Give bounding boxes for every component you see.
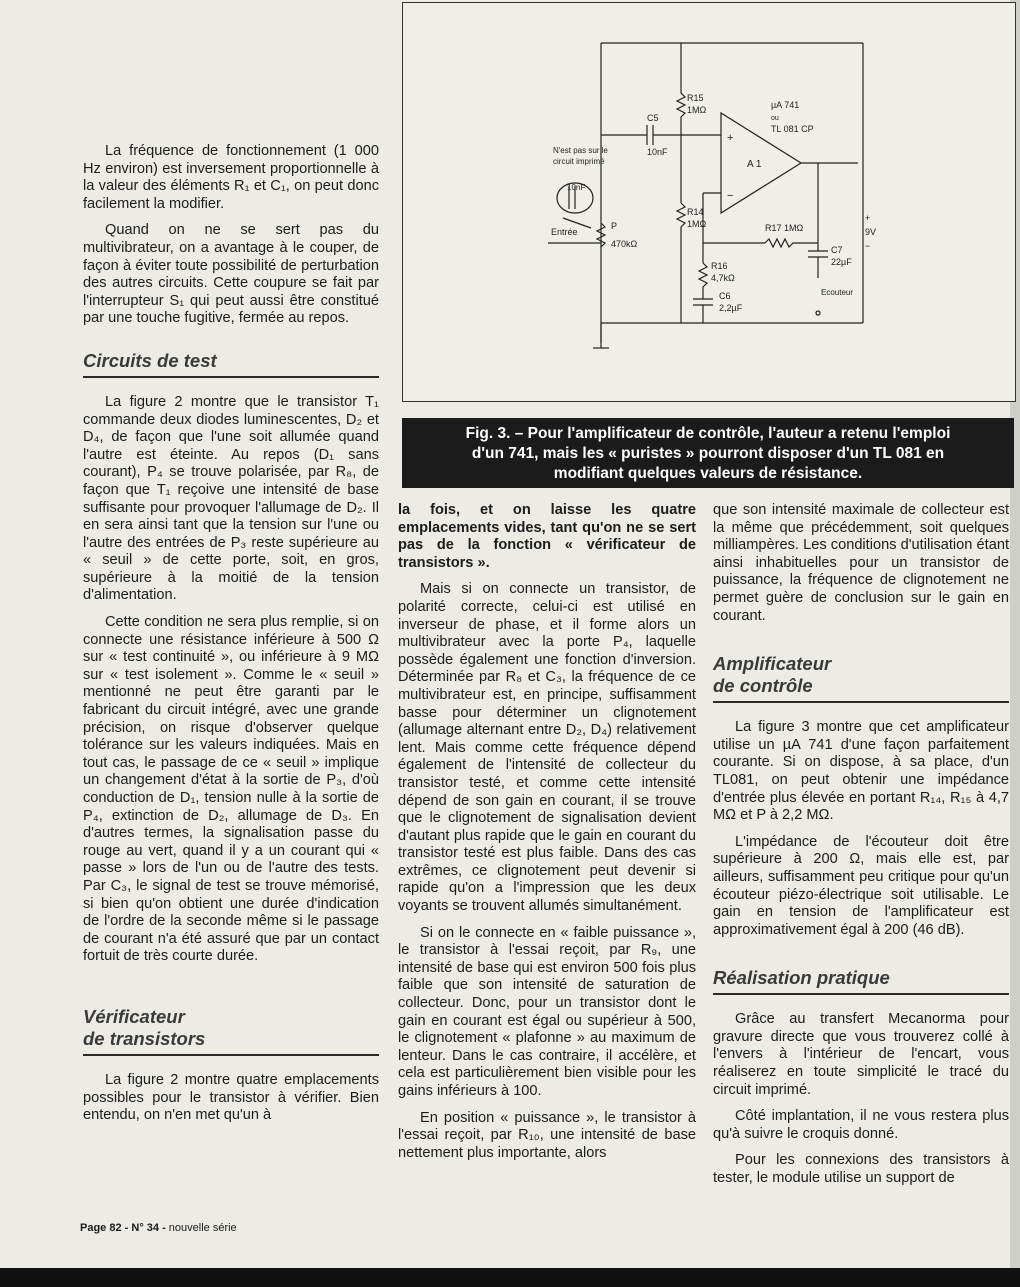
label-r15: R15	[687, 93, 704, 103]
label-plus: +	[727, 132, 734, 144]
circuit-schematic	[403, 3, 1015, 401]
label-note2: circuit imprimé	[553, 157, 605, 166]
footer-series: nouvelle série	[168, 1222, 237, 1234]
footer-issue: N° 34	[131, 1222, 160, 1234]
label-p-value: 470kΩ	[611, 239, 638, 249]
paragraph: La figure 2 montre que le transistor T₁ commande deux diodes luminescentes, D₂ et D₄, de façon que l'une soit allumée quand l'autre est éteinte. Au repos (D₁ sans courant), P₄ se trouve polarisée, par R₈, de façon que T₁ reçoive une intensité de base suffisante pour provoquer l'allumage de D₂. Il en sera ainsi tant que la tension sur l'une ou l'autre des entrées de P₃ reste supérieure au « seuil » de cette porte, soit, en gros, supérieure à la moitié de la tension d'alimentation.	[83, 393, 379, 604]
middle-column	[398, 502, 696, 1171]
label-plus-9v: +	[865, 213, 871, 223]
paragraph: Côté implantation, il ne vous restera plus qu'à suivre le croquis donné.	[713, 1108, 1009, 1142]
paragraph: En position « puissance », le transistor à l'essai reçoit, par R₁₀, une intensité de base nettement plus importante, alors	[398, 1109, 696, 1161]
caption-line: Fig. 3. – Pour l'amplificateur de contrôle, l'auteur a retenu l'emploi	[465, 425, 951, 442]
section-heading-verificateur	[83, 1006, 379, 1056]
page-footer: Page 82 - N° 34 - nouvelle série	[80, 1222, 237, 1234]
label-tl081: TL 081 CP	[771, 124, 814, 134]
scan-bottom-border	[0, 1268, 1020, 1287]
label-c6: C6	[719, 291, 731, 301]
paragraph: La figure 3 montre que cet amplificateur utilise un µA 741 d'une façon parfaitement courante. Si on dispose, à sa place, d'un TL081, on peut obtenir une impédance d'entrée plus élevée en portant R₁₄, R₁₅ à 4,7 MΩ et P à 2,2 MΩ.	[713, 719, 1009, 824]
label-r14-value: 1MΩ	[687, 219, 707, 229]
heading-line: de transistors	[83, 1027, 206, 1049]
caption-line: d'un 741, mais les « puristes » pourront disposer d'un TL 081 en	[471, 445, 945, 462]
caption-line: modifiant quelques valeurs de résistance.	[553, 465, 863, 482]
section-heading-circuits: Circuits de test	[83, 350, 379, 378]
paragraph: que son intensité maximale de collecteur est la même que précédemment, soit quelques milliampères. Les conditions d'utilisation étant ainsi inhabituelles pour un transistor de puissance, la fréquence de clignotement ne permet guère de conclusion sur le gain en courant.	[713, 502, 1009, 624]
right-column	[713, 502, 1009, 1197]
label-minus-9v: −	[865, 241, 871, 251]
paragraph: La figure 2 montre quatre emplacements possibles pour le transistor à vérifier. Bien entendu, on n'en met qu'un à	[83, 1071, 379, 1124]
label-minus: −	[727, 190, 734, 202]
section-heading-realisation: Réalisation pratique	[713, 967, 1009, 995]
label-r16-value: 4,7kΩ	[711, 273, 735, 283]
paragraph: Cette condition ne sera plus remplie, si on connecte une résistance inférieure à 500 Ω sur « test continuité », ou inférieure à 9 MΩ sur « test isolement ». Comme le « seuil » mentionné ne peut être garanti par le fabricant du circuit intégré, avec une grande précision, on risque d'observer quelque tolérance sur les valeurs indiquées. Mais en tout cas, le passage de ce « seuil » implique un changement d'état à la sortie de P₃, d'où conduction de D₁, tension nulle à la sortie de P₄, extinction de D₂, allumage de D₃. En d'autres termes, la signalisation passe du rouge au vert, quand il y a un courant qui « passe » lors de l'un ou de l'autre des tests. Par C₃, le signal de test se trouve mémorisé, si bien qu'on obtient une durée d'indication de l'ordre de la seconde même si le passage de courant n'a été assuré que par un contact fortuit de très courte durée.	[83, 614, 379, 965]
label-r17: R17 1MΩ	[765, 223, 804, 233]
label-ou: ou	[771, 115, 779, 122]
label-ecouteur: Ecouteur	[821, 288, 854, 297]
paragraph: Mais si on connecte un transistor, de polarité correcte, celui-ci est utilisé en inverseur de phase, et il forme alors un multivibrateur avec la porte P₄, laquelle possède également une fonction d'inversion. Déterminée par R₈ et C₃, la fréquence de ce multivibrateur est, en principe, suffisamment basse pour déterminer un clignotement (allumage alternant entre D₂, D₄) relativement lent. Mais comme cette fréquence dépend également de l'intensité de collecteur du transistor testé, et comme cette intensité dépend de son gain en courant, il se trouve que le clignotement de signalisation devient d'autant plus rapide que le gain en courant du transistor testé est plus faible. Dans des cas extrêmes, ce clignotement peut devenir si rapide qu'on a l'impression que les deux voyants se trouvent allumés simultanément.	[398, 581, 696, 915]
left-column	[83, 143, 379, 1134]
label-c5-value: 10nF	[647, 147, 668, 157]
label-r14: R14	[687, 207, 704, 217]
paragraph: Pour les connexions des transistors à tester, le module utilise un support de	[713, 1152, 1009, 1187]
heading-line: Vérificateur	[83, 1005, 185, 1027]
figure-caption	[402, 418, 1014, 488]
label-9v: 9V	[865, 227, 877, 237]
label-c10: 10nF	[567, 183, 586, 192]
footer-page: Page 82	[80, 1222, 122, 1234]
label-c7-value: 22µF	[831, 257, 852, 267]
paragraph: Si on le connecte en « faible puissance », le transistor à l'essai reçoit, par R₉, une intensité de base qui est environ 500 fois plus faible que son intensité de saturation de collecteur. Donc, pour un transistor dont le gain en courant est égal ou supérieur à 500, le clignotement « plafonne » au maximum de lenteur. Dans le cas contraire, il accélère, et cela est particulièrement bien visible pour les gains inférieurs à 100.	[398, 924, 696, 1099]
circuit-figure	[402, 2, 1016, 402]
label-c5: C5	[647, 113, 659, 123]
paragraph: L'impédance de l'écouteur doit être supérieure à 200 Ω, mais elle est, par ailleurs, suffisamment peu critique pour qu'un écouteur piézo-électrique soit utilisable. Le gain en tension de l'amplificateur est approximativement égal à 200 (46 dB).	[713, 833, 1009, 938]
label-r16: R16	[711, 261, 728, 271]
paragraph-bold: la fois, et on laisse les quatre emplacements vides, tant qu'on ne se sert pas de la fonction « vérificateur de transistors ».	[398, 502, 696, 571]
heading-line: Amplificateur	[713, 653, 832, 675]
heading-line: de contrôle	[713, 675, 813, 697]
paragraph: Quand on ne se sert pas du multivibrateur, on a avantage à le couper, de façon à éviter toute possibilité de perturbation des autres circuits. Cette coupure se fait par l'interrupteur S₁ qui peut aussi être constitué par une touche fugitive, fermée au repos.	[83, 222, 379, 327]
label-c6-value: 2,2µF	[719, 303, 743, 313]
label-entree: Entrée	[551, 227, 578, 237]
label-p: P	[611, 221, 618, 231]
paragraph: Grâce au transfert Mecanorma pour gravure directe que vous trouverez collé à l'envers à l'intérieur de l'encart, vous réaliserez en toute simplicité le tracé du circuit imprimé.	[713, 1011, 1009, 1098]
label-note1: N'est pas sur le	[553, 146, 608, 155]
section-heading-amplificateur	[713, 653, 1009, 703]
label-r15-value: 1MΩ	[687, 105, 707, 115]
label-c7: C7	[831, 245, 843, 255]
label-ua741: µA 741	[771, 100, 800, 110]
paragraph: La fréquence de fonctionnement (1 000 Hz environ) est inversement proportionnelle à la valeur des éléments R₁ et C₁, on peut donc facilement la modifier.	[83, 143, 379, 212]
label-a1: A 1	[747, 159, 762, 170]
